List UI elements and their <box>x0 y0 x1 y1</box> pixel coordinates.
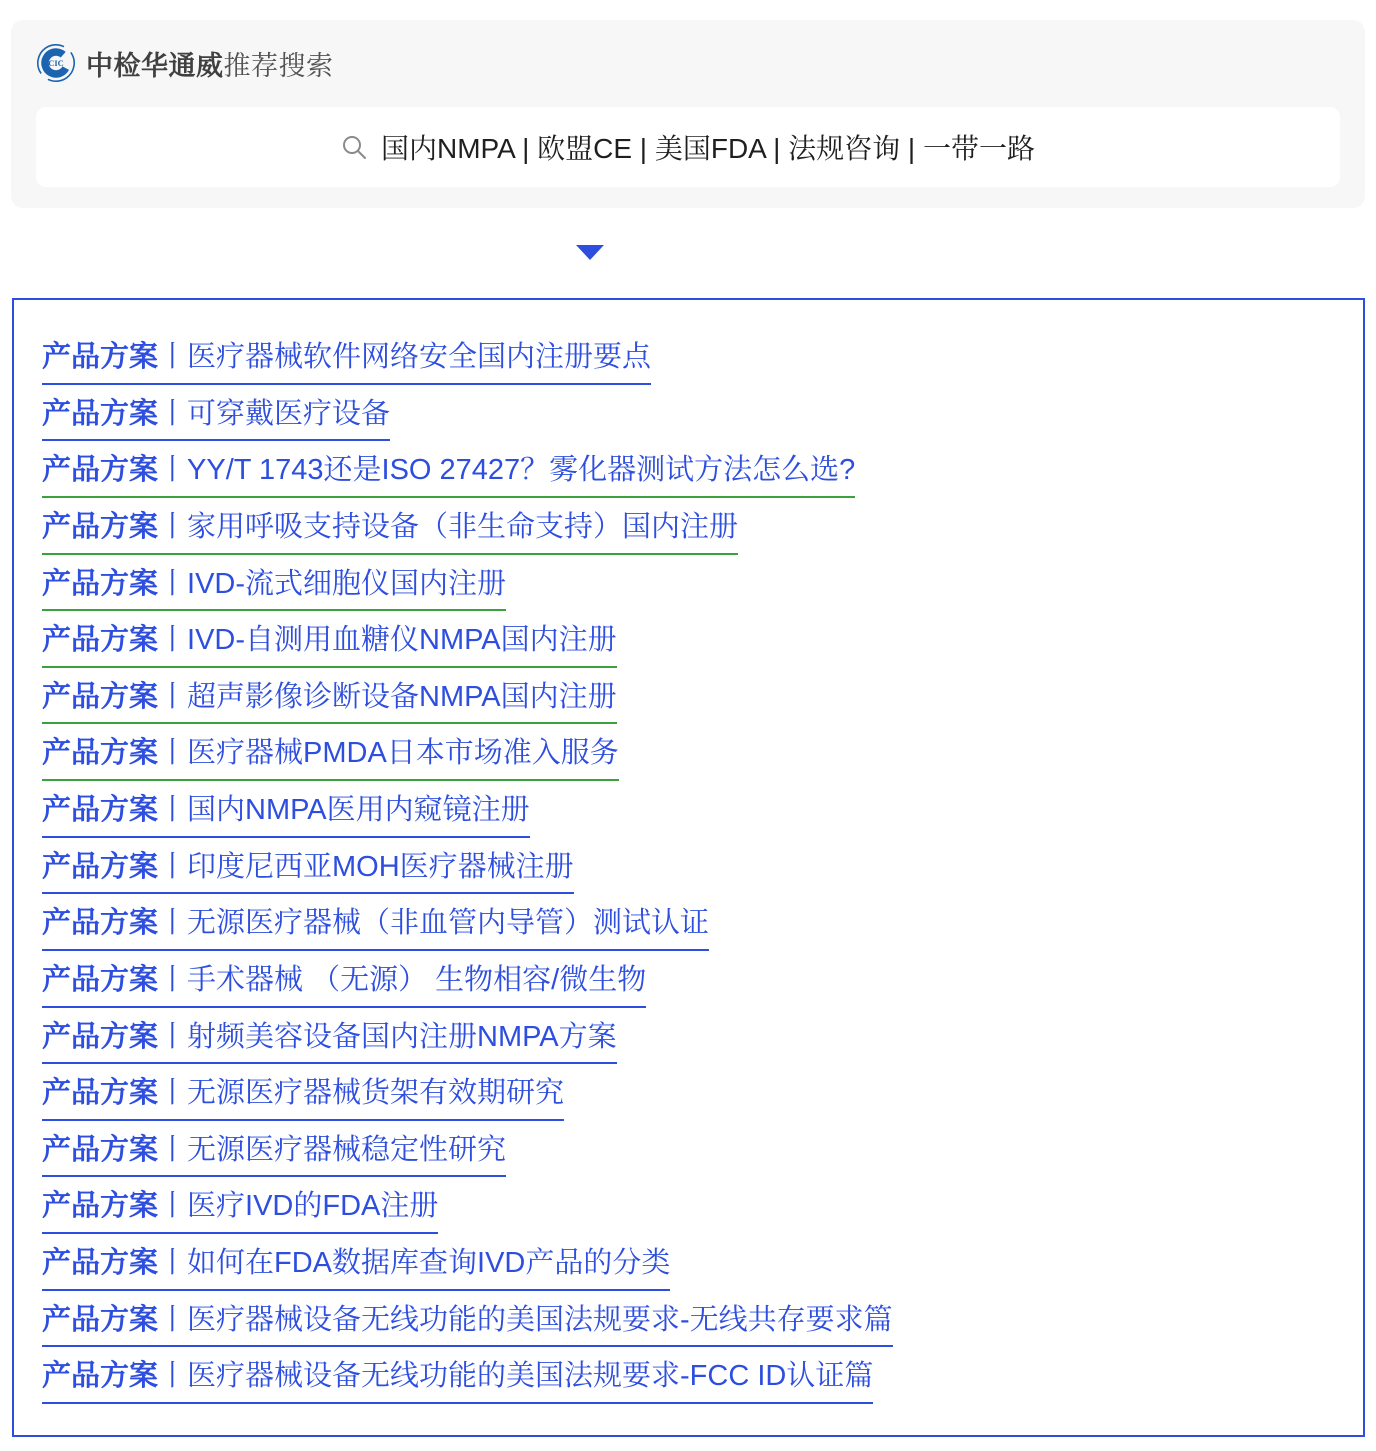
logo-text: CIC <box>48 58 64 69</box>
result-link[interactable] <box>42 624 617 668</box>
list-item <box>42 794 1335 838</box>
list-item <box>42 624 1335 668</box>
page-title <box>86 44 334 83</box>
list-item <box>42 1134 1335 1178</box>
result-prefix: 产品方案 <box>42 1133 159 1166</box>
result-link[interactable] <box>42 1077 564 1121</box>
result-prefix: 产品方案 <box>42 1247 159 1279</box>
result-link[interactable] <box>42 398 390 442</box>
result-text: 丨IVD-自测用血糖仪NMPA国内注册 <box>158 624 617 657</box>
list-item <box>42 511 1335 555</box>
result-text: 丨射频美容设备国内注册NMPA方案 <box>158 1020 617 1053</box>
search-icon <box>341 134 367 160</box>
result-prefix: 产品方案 <box>42 510 159 543</box>
list-item <box>42 851 1335 895</box>
result-link[interactable] <box>42 454 855 498</box>
result-prefix: 产品方案 <box>42 1020 159 1053</box>
brand-name: 中检华通威 <box>86 50 224 81</box>
result-text: 丨医疗器械设备无线功能的美国法规要求-FCC ID认证篇 <box>158 1360 874 1393</box>
result-text: 丨超声影像诊断设备NMPA国内注册 <box>158 680 617 713</box>
result-link[interactable] <box>42 1021 617 1065</box>
result-text: 丨国内NMPA医用内窥镜注册 <box>158 794 530 826</box>
list-item <box>42 1077 1335 1121</box>
list-item <box>42 454 1335 498</box>
result-text: 丨无源医疗器械货架有效期研究 <box>158 1077 565 1110</box>
result-link[interactable] <box>42 964 646 1008</box>
result-prefix: 产品方案 <box>42 454 159 487</box>
ccic-logo-icon <box>36 43 76 83</box>
search-placeholder: 国内NMPA | 欧盟CE | 美国FDA | 法规咨询 | 一带一路 <box>381 133 1035 164</box>
result-link[interactable] <box>42 737 619 781</box>
result-link[interactable] <box>42 794 530 838</box>
result-link[interactable] <box>42 341 651 385</box>
list-item <box>42 907 1335 951</box>
result-prefix: 产品方案 <box>42 1077 159 1110</box>
result-text: 丨印度尼西亚MOH医疗器械注册 <box>158 850 574 883</box>
list-item <box>42 1304 1335 1348</box>
result-link[interactable] <box>42 1304 893 1348</box>
result-prefix: 产品方案 <box>42 341 159 373</box>
list-item <box>42 1247 1335 1291</box>
list-item <box>42 681 1335 725</box>
result-link[interactable] <box>42 1360 873 1404</box>
result-link[interactable] <box>42 1190 438 1234</box>
list-item <box>42 737 1335 781</box>
list-item <box>42 398 1335 442</box>
result-text: 丨医疗器械软件网络安全国内注册要点 <box>158 341 652 373</box>
search-input[interactable] <box>36 107 1340 187</box>
list-item <box>42 1360 1335 1404</box>
list-item <box>42 568 1335 612</box>
result-link[interactable] <box>42 1134 506 1178</box>
result-text: 丨医疗IVD的FDA注册 <box>158 1190 439 1223</box>
result-prefix: 产品方案 <box>42 1360 159 1393</box>
brand-row <box>36 43 1340 83</box>
result-prefix: 产品方案 <box>42 680 159 713</box>
result-text: 丨无源医疗器械（非血管内导管）测试认证 <box>158 907 710 940</box>
result-text: 丨如何在FDA数据库查询IVD产品的分类 <box>158 1247 671 1279</box>
result-list <box>12 298 1365 1437</box>
result-text: 丨IVD-流式细胞仪国内注册 <box>158 567 507 600</box>
result-prefix: 产品方案 <box>42 1190 159 1223</box>
result-text: 丨手术器械 （无源） 生物相容/微生物 <box>158 963 647 996</box>
result-prefix: 产品方案 <box>42 397 159 430</box>
list-item <box>42 1021 1335 1065</box>
result-text: 丨医疗器械设备无线功能的美国法规要求-无线共存要求篇 <box>158 1303 893 1336</box>
result-prefix: 产品方案 <box>42 794 159 826</box>
chevron-down-icon <box>576 245 604 260</box>
result-link[interactable] <box>42 907 709 951</box>
list-item <box>42 1190 1335 1234</box>
result-text: 丨YY/T 1743还是ISO 27427？雾化器测试方法怎么选? <box>158 454 856 487</box>
result-text: 丨可穿戴医疗设备 <box>158 397 391 430</box>
result-link[interactable] <box>42 568 506 612</box>
recommend-search-card <box>11 20 1365 208</box>
result-prefix: 产品方案 <box>42 567 159 600</box>
result-text: 丨无源医疗器械稳定性研究 <box>158 1133 507 1166</box>
list-item <box>42 964 1335 1008</box>
result-prefix: 产品方案 <box>42 907 159 940</box>
result-text: 丨家用呼吸支持设备（非生命支持）国内注册 <box>158 510 739 543</box>
result-link[interactable] <box>42 851 574 895</box>
result-prefix: 产品方案 <box>42 850 159 883</box>
list-item <box>42 341 1335 385</box>
result-prefix: 产品方案 <box>42 737 159 770</box>
result-link[interactable] <box>42 1247 670 1291</box>
result-text: 丨医疗器械PMDA日本市场准入服务 <box>158 737 619 770</box>
brand-subtitle: 推荐搜索 <box>223 50 334 81</box>
result-link[interactable] <box>42 511 738 555</box>
result-prefix: 产品方案 <box>42 624 159 657</box>
result-link[interactable] <box>42 681 617 725</box>
result-prefix: 产品方案 <box>42 1303 159 1336</box>
result-prefix: 产品方案 <box>42 963 159 996</box>
